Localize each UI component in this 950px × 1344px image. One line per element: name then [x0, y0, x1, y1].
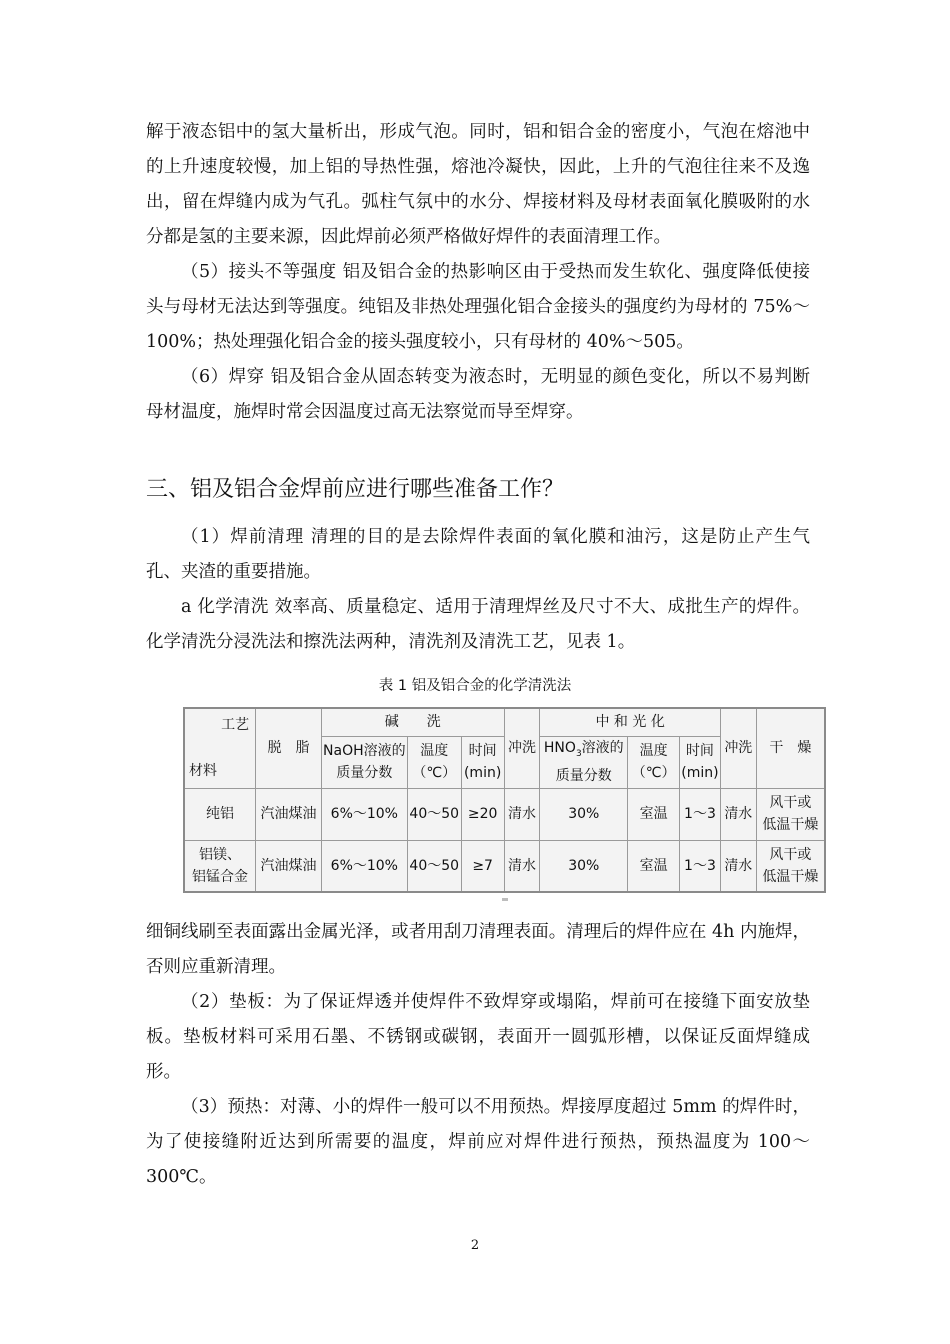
header-temperature: 温度 （℃）: [407, 736, 461, 788]
paragraph-hydrogen: 解于液态铝中的氢大量析出，形成气泡。同时，铝和铝合金的密度小，气泡在熔池中的上升速度较慢，加上铝的导热性强，熔池冷凝快，因此，上升的气泡往往来不及逸出，留在焊缝内成为气孔。弧柱气氛中的水分、焊接材料及母材表面氧化膜吸附的水分都是氢的主要来源，因此焊前必须严格做好焊件的表面清理工作。: [146, 122, 810, 247]
cell-neutral-rinse: 清水: [720, 840, 756, 892]
header-neutralize: 中 和 光 化: [540, 708, 721, 736]
cell-material: 纯铝: [184, 788, 256, 840]
cell-hno3: 30%: [540, 840, 628, 892]
paragraph-burn-through: （6）焊穿 铝及铝合金从固态转变为液态时，无明显的颜色变化，所以不易判断母材温度，施焊时常会因温度过高无法察觉而导至焊穿。: [146, 367, 810, 422]
header-process: 工艺: [221, 717, 250, 734]
header-material: 材料: [189, 763, 217, 780]
cell-material: 铝镁、 铝锰合金: [184, 840, 256, 892]
header-neutral-time: 时间 (min): [679, 736, 720, 788]
cell-rinse: 清水: [504, 788, 540, 840]
cell-temp: 40～50: [407, 788, 461, 840]
header-naoh-concentration: NaOH溶液的 质量分数: [321, 736, 407, 788]
paragraph-backing-plate: （2）垫板：为了保证焊透并使焊件不致焊穿或塌陷，焊前可在接缝下面安放垫板。垫板材料可采用石墨、不锈钢或碳钢，表面开一圆弧形槽，以保证反面焊缝成形。: [146, 992, 810, 1082]
bottom-paragraphs: [146, 915, 810, 1195]
cleaning-table: [183, 707, 826, 893]
cell-dry: 风干或 低温干燥: [756, 840, 825, 892]
header-degrease: 脱 脂: [256, 708, 322, 788]
paragraph-preheat: （3）预热：对薄、小的焊件一般可以不用预热。焊接厚度超过 5mm 的焊件时，为了使接缝附近达到所需要的温度，焊前应对焊件进行预热，预热温度为 100～300℃。: [146, 1097, 810, 1187]
paragraph-joint-strength: （5）接头不等强度 铝及铝合金的热影响区由于受热而发生软化、强度降低使接头与母材无法达到等强度。纯铝及非热处理强化铝合金接头的强度约为母材的 75%～100%；热处理强化铝合金的接头强度较小，只有母材的 40%～505。: [146, 262, 810, 352]
cell-degrease: 汽油煤油: [256, 788, 322, 840]
cell-rinse: 清水: [504, 840, 540, 892]
page-number: 2: [470, 1238, 480, 1253]
table-caption: 表 1 铝及铝合金的化学清洗法: [378, 678, 572, 694]
header-neutral-temperature: 温度 （℃）: [628, 736, 680, 788]
cell-neutral-rinse: 清水: [720, 788, 756, 840]
middle-paragraphs: [146, 520, 810, 660]
cell-naoh: 6%～10%: [321, 788, 407, 840]
cell-neutral-temp: 室温: [628, 788, 680, 840]
table-row: [184, 840, 825, 892]
paragraph-mechanical-cleaning: 细铜线刷至表面露出金属光泽，或者用刮刀清理表面。清理后的焊件应在 4h 内施焊，否则应重新清理。: [146, 922, 810, 977]
cell-time: ≥20: [461, 788, 504, 840]
table-row: [184, 788, 825, 840]
header-time: 时间 (min): [461, 736, 504, 788]
cell-dry: 风干或 低温干燥: [756, 788, 825, 840]
cell-neutral-temp: 室温: [628, 840, 680, 892]
header-rinse-2: 冲洗: [720, 708, 756, 788]
cell-neutral-time: 1～3: [679, 788, 720, 840]
top-paragraphs: [146, 115, 810, 430]
cell-time: ≥7: [461, 840, 504, 892]
cell-neutral-time: 1～3: [679, 840, 720, 892]
cell-temp: 40～50: [407, 840, 461, 892]
paragraph-chemical-cleaning: a 化学清洗 效率高、质量稳定、适用于清理焊丝及尺寸不大、成批生产的焊件。化学清洗分浸洗法和擦洗法两种，清洗剂及清洗工艺，见表 1。: [146, 597, 810, 652]
diagonal-header-cell: [184, 708, 256, 788]
header-alkali-wash: 碱 洗: [321, 708, 504, 736]
header-hno3-concentration: $HNO_3$溶液的 质量分数: [540, 736, 628, 788]
image-anchor-mark: [502, 898, 508, 901]
cell-naoh: 6%～10%: [321, 840, 407, 892]
cell-degrease: 汽油煤油: [256, 840, 322, 892]
paragraph-pre-weld-cleaning: （1）焊前清理 清理的目的是去除焊件表面的氧化膜和油污，这是防止产生气孔、夹渣的重要措施。: [146, 527, 810, 582]
cell-hno3: 30%: [540, 788, 628, 840]
header-rinse: 冲洗: [504, 708, 540, 788]
section-title: 三、铝及铝合金焊前应进行哪些准备工作？: [146, 477, 565, 502]
header-dry: 干 燥: [756, 708, 825, 788]
